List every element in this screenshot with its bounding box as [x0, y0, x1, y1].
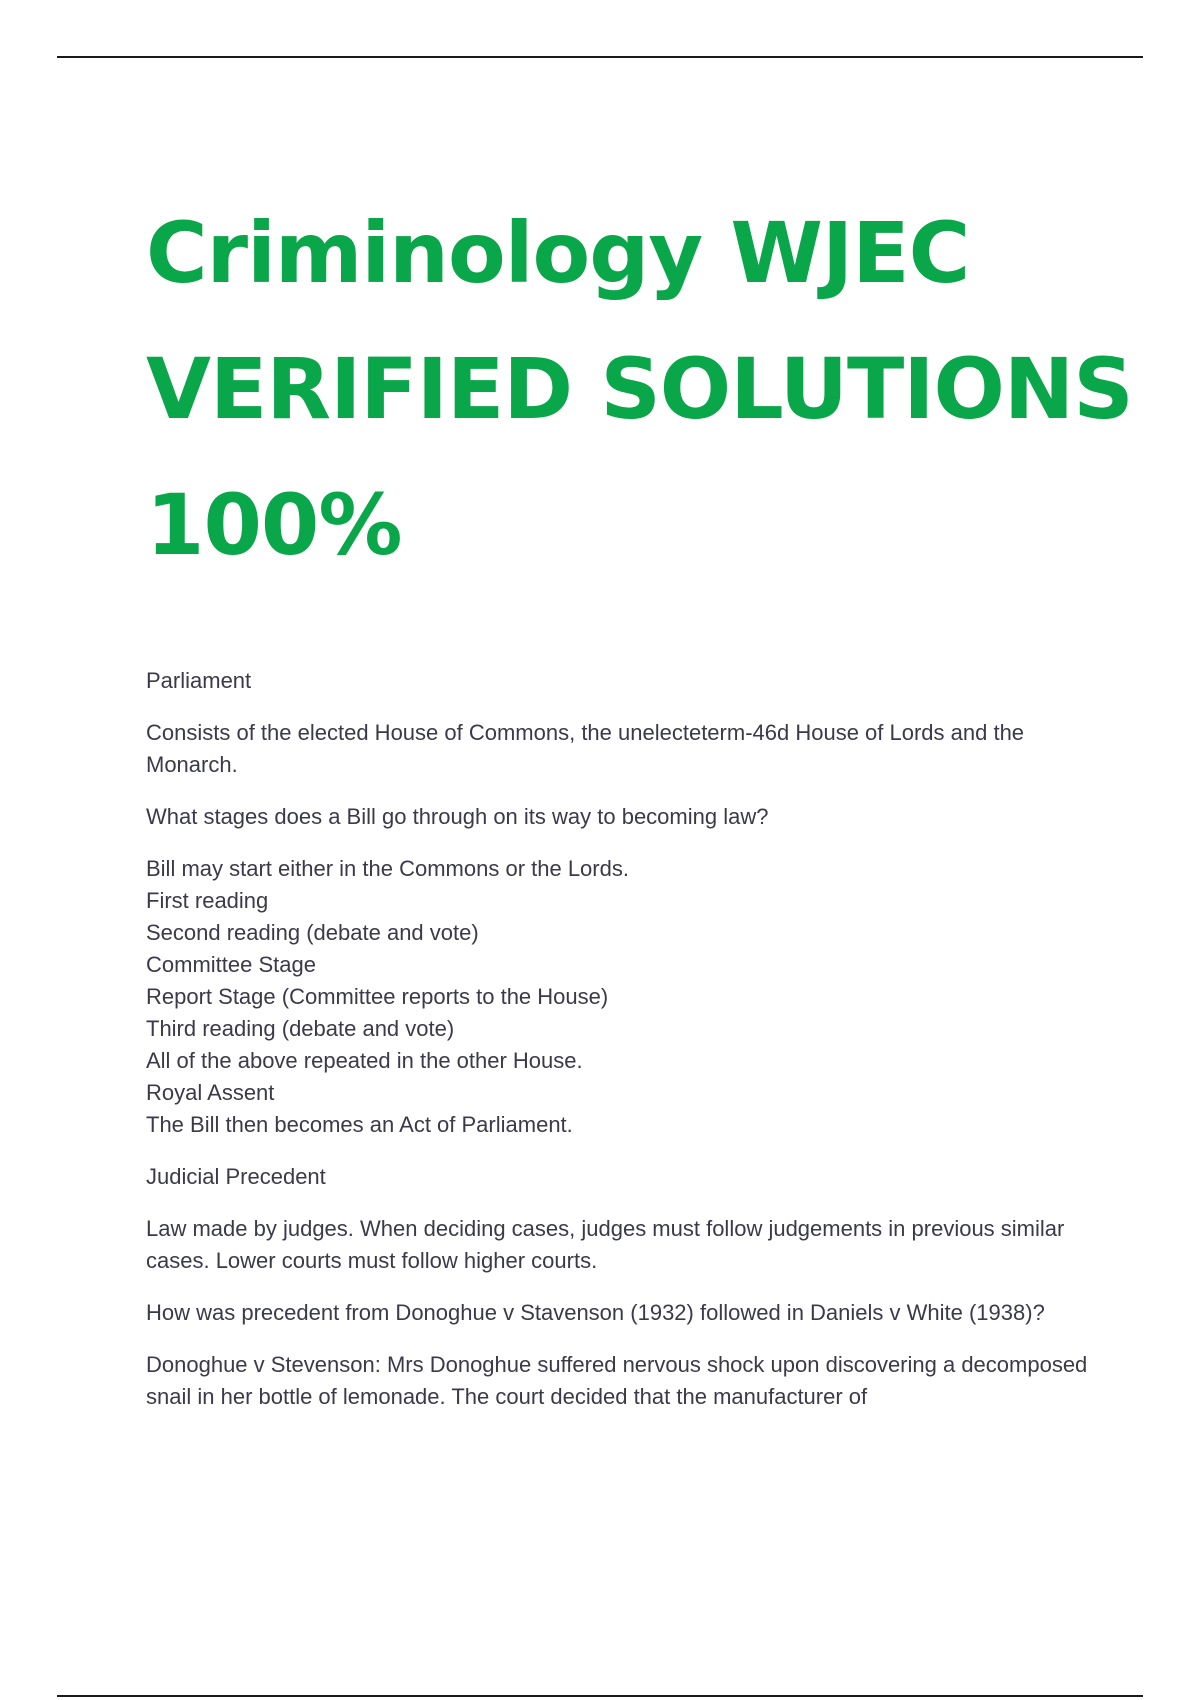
- bill-stage-line: The Bill then becomes an Act of Parliament.: [146, 1112, 573, 1137]
- question-parliament: Parliament: [146, 668, 252, 693]
- title-line-1: Criminology WJEC: [146, 204, 970, 302]
- title-line-2: VERIFIED SOLUTIONS: [146, 340, 1133, 438]
- question-bill-stages: What stages does a Bill go through on its way to becoming law?: [146, 804, 769, 829]
- bill-stage-line: Royal Assent: [146, 1080, 275, 1105]
- question-donoghue: How was precedent from Donoghue v Stavenson (1932) followed in Daniels v White (1938)?: [146, 1300, 1045, 1325]
- document-body: [146, 665, 1096, 1433]
- bill-stage-line: Committee Stage: [146, 952, 316, 977]
- bill-stage-line: Bill may start either in the Commons or the Lords.: [146, 856, 629, 881]
- answer-donoghue: Donoghue v Stevenson: Mrs Donoghue suffered nervous shock upon discovering a decomposed snail in her bottle of lemonade. The court decided that the manufacturer of: [146, 1352, 1088, 1409]
- question-judicial-precedent: Judicial Precedent: [146, 1164, 326, 1189]
- answer-bill-stages: [146, 853, 1096, 1141]
- footer-rule: [57, 1695, 1143, 1697]
- bill-stage-line: First reading: [146, 888, 269, 913]
- header-rule: [57, 56, 1143, 58]
- bill-stage-line: Third reading (debate and vote): [146, 1016, 455, 1041]
- bill-stage-line: All of the above repeated in the other House.: [146, 1048, 583, 1073]
- bill-stage-line: Second reading (debate and vote): [146, 920, 479, 945]
- title-line-3: 100%: [146, 476, 402, 574]
- answer-parliament: Consists of the elected House of Commons, the unelecteterm-46d House of Lords and the Monarch.: [146, 720, 1025, 777]
- document-title: [146, 185, 1133, 593]
- bill-stage-line: Report Stage (Committee reports to the House): [146, 984, 609, 1009]
- answer-judicial-precedent: Law made by judges. When deciding cases, judges must follow judgements in previous similar cases. Lower courts must follow higher courts.: [146, 1216, 1065, 1273]
